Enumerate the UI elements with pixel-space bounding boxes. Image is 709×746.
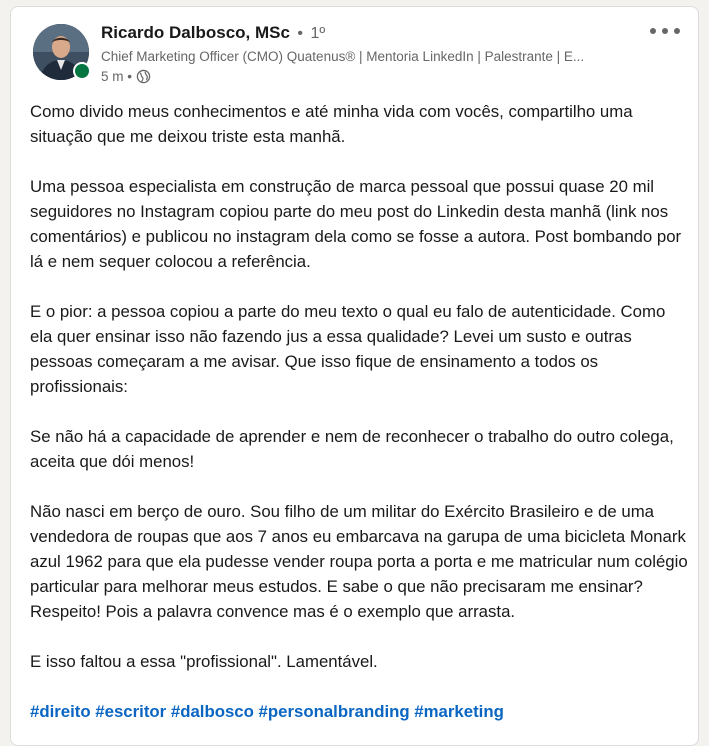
- post-paragraph: E o pior: a pessoa copiou a parte do meu texto o qual eu falo de autenticidade. Como ela quer ensinar isso não fazendo jus a essa qualidade? Levei um susto e outras pessoas começaram a me avisar. Que isso fique de ensinamento a todos os profissionais:: [30, 302, 666, 396]
- hashtag-link[interactable]: #marketing: [414, 702, 504, 721]
- author-avatar-container[interactable]: [33, 24, 89, 80]
- hashtag-link[interactable]: #personalbranding: [258, 702, 410, 721]
- post-meta: [101, 69, 151, 84]
- dot: [650, 28, 656, 34]
- post-paragraph: Uma pessoa especialista em construção de marca pessoal que possui quase 20 mil seguidores no Instagram copiou parte do meu post do Linkedin desta manhã (link nos comentários) e publicou no instagram dela como se fosse a autora. Post bombando por lá e nem sequer colocou a referência.: [30, 177, 682, 271]
- author-name[interactable]: Ricardo Dalbosco, MSc: [101, 23, 290, 42]
- post-paragraph: Não nasci em berço de ouro. Sou filho de um militar do Exército Brasileiro e de uma vendedora de roupas que aos 7 anos eu embarcava na garupa de uma bicicleta Monark azul 1962 para que ela pudesse vender roupa porta a porta e me matricular num colégio particular para melhorar meus estudos. E sabe o que não precisaram me ensinar? Respeito! Pois a palavra convence mas é o exemplo que arrasta.: [30, 502, 688, 621]
- post-paragraph: Se não há a capacidade de aprender e nem de reconhecer o trabalho do outro colega, aceita que dói menos!: [30, 427, 674, 471]
- online-status-indicator: [73, 62, 91, 80]
- author-line: [101, 23, 325, 43]
- connection-degree: 1º: [310, 25, 326, 42]
- post-time: 5 m •: [101, 69, 132, 84]
- dot: [674, 28, 680, 34]
- hashtag-list: [30, 699, 690, 724]
- post-paragraph: E isso faltou a essa "profissional". Lamentável.: [30, 652, 378, 671]
- post-card: [10, 6, 699, 746]
- post-paragraph: Como divido meus conhecimentos e até minha vida com vocês, compartilho uma situação que me deixou triste esta manhã.: [30, 102, 633, 146]
- author-headline[interactable]: Chief Marketing Officer (CMO) Quatenus® | Mentoria LinkedIn | Palestrante | E...: [101, 49, 585, 64]
- hashtag-link[interactable]: #escritor: [95, 702, 167, 721]
- post-text: [30, 99, 690, 724]
- more-options-icon[interactable]: [650, 21, 680, 41]
- globe-icon: [136, 69, 151, 84]
- separator-bullet: •: [297, 25, 303, 42]
- hashtag-link[interactable]: #dalbosco: [170, 702, 254, 721]
- hashtag-link[interactable]: #direito: [30, 702, 91, 721]
- post-header: [11, 7, 698, 92]
- dot: [662, 28, 668, 34]
